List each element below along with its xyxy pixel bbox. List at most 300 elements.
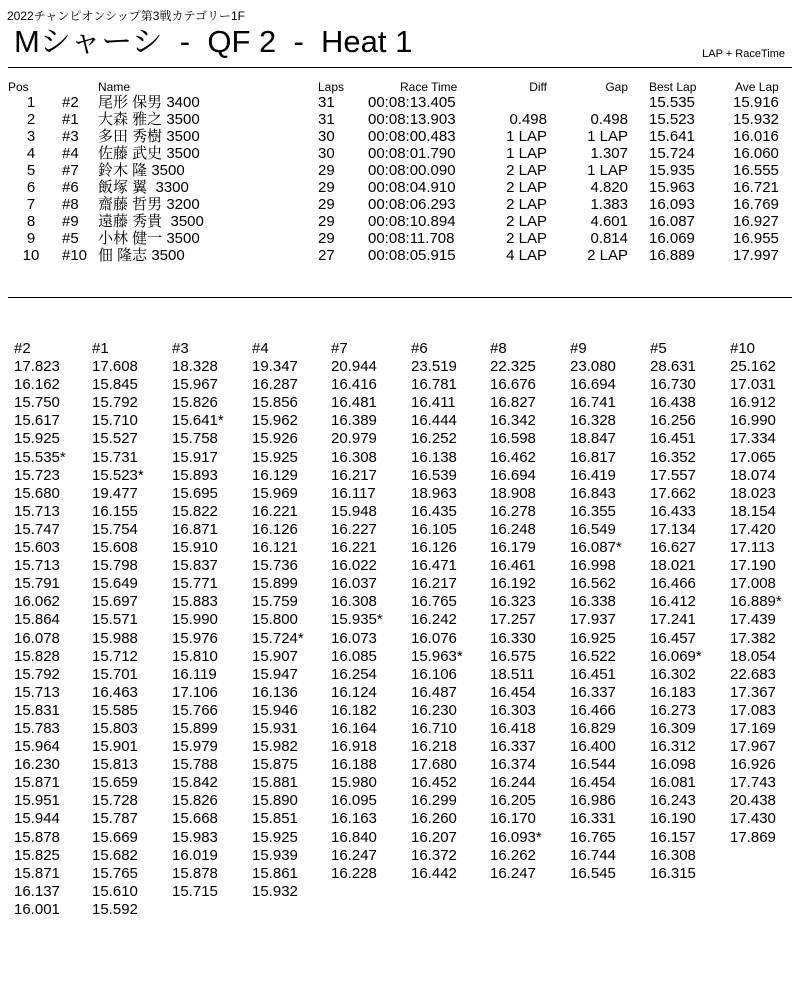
lap-column-header: #9 — [570, 340, 587, 357]
lap-time: 16.817 — [570, 448, 616, 466]
lap-time: 15.680 — [14, 484, 60, 502]
laps-cell: 30 — [318, 128, 335, 145]
lap-time: 17.823 — [14, 358, 60, 376]
lap-time: 16.119 — [172, 665, 217, 683]
lap-time: 16.126 — [411, 539, 457, 557]
lap-time: 16.575 — [490, 647, 536, 665]
lap-time: 15.944 — [14, 810, 60, 828]
lap-time: 16.998 — [570, 557, 616, 575]
lap-time: 15.792 — [14, 665, 60, 683]
lap-time: 15.736 — [252, 557, 298, 575]
lap-time: 16.254 — [331, 665, 377, 683]
lap-time: 15.939 — [252, 846, 298, 864]
lap-time: 16.308 — [331, 593, 377, 611]
best-lap-cell: 15.724 — [649, 145, 695, 162]
diff-cell: 0.498 — [509, 111, 547, 128]
lap-time: 16.389 — [331, 412, 377, 430]
header-pos: Pos — [8, 80, 29, 94]
lap-time: 15.783 — [14, 719, 60, 737]
lap-time: 16.454 — [570, 774, 616, 792]
lap-time: 16.539 — [411, 466, 457, 484]
lap-time: 16.471 — [411, 557, 457, 575]
lap-time: 16.912 — [730, 394, 776, 412]
lap-time: 16.228 — [331, 864, 377, 882]
lap-time: 17.662 — [650, 484, 696, 502]
lap-time: 16.155 — [92, 502, 138, 520]
lap-time: 17.967 — [730, 738, 776, 756]
lap-time: 15.813 — [92, 756, 138, 774]
lap-time: 16.095 — [331, 792, 377, 810]
lap-time: 15.893 — [172, 466, 218, 484]
lap-time: 15.983 — [172, 828, 218, 846]
lap-time: 17.743 — [730, 774, 776, 792]
car-number-cell: #7 — [62, 162, 79, 179]
lap-time: 16.121 — [252, 539, 298, 557]
lap-time: 15.713 — [14, 502, 60, 520]
lap-time: 16.183 — [650, 683, 696, 701]
lap-time: 19.477 — [92, 484, 138, 502]
lap-time: 16.926 — [730, 756, 776, 774]
lap-time: 16.337 — [570, 683, 616, 701]
results-header — [0, 80, 800, 94]
table-row — [0, 213, 800, 230]
gap-cell: 4.601 — [590, 213, 628, 230]
gap-cell: 0.814 — [590, 230, 628, 247]
lap-time: 16.462 — [490, 448, 536, 466]
gap-cell: 1.307 — [590, 145, 628, 162]
lap-time: 15.988 — [92, 629, 138, 647]
lap-time: 15.948 — [331, 502, 377, 520]
best-lap-cell: 16.087 — [649, 213, 695, 230]
table-row — [0, 162, 800, 179]
race-time-cell: 00:08:11.708 — [368, 230, 455, 247]
header-ave-lap: Ave Lap — [735, 80, 779, 94]
table-row — [0, 145, 800, 162]
diff-cell: 2 LAP — [506, 162, 547, 179]
table-row — [0, 247, 800, 264]
lap-time: 16.085 — [331, 647, 377, 665]
lap-time: 16.986 — [570, 792, 616, 810]
lap-time: 16.433 — [650, 502, 696, 520]
ave-lap-cell: 16.555 — [733, 162, 779, 179]
lap-time: 15.878 — [172, 864, 218, 882]
lap-time: 16.562 — [570, 575, 616, 593]
lap-column-header: #10 — [730, 340, 756, 357]
driver-name-cell: 佐藤 武史 3500 — [98, 145, 200, 162]
lap-time: 16.843 — [570, 484, 616, 502]
lap-column — [172, 340, 252, 901]
car-number-cell: #3 — [62, 128, 79, 145]
race-time-cell: 00:08:00.483 — [368, 128, 456, 145]
pos-cell: 2 — [26, 111, 36, 128]
lap-time: 15.759 — [252, 593, 298, 611]
lap-time: 16.230 — [14, 756, 60, 774]
best-lap-cell: 15.535 — [649, 94, 695, 111]
subtitle: 2022チャンピオンシップ第3戦カテゴリー1F — [7, 9, 245, 23]
lap-time: 15.917 — [172, 448, 218, 466]
lap-time: 17.083 — [730, 701, 776, 719]
lap-time: 15.669 — [92, 828, 138, 846]
lap-time: 16.710 — [411, 719, 457, 737]
lap-time: 15.603 — [14, 539, 60, 557]
ave-lap-cell: 16.060 — [733, 145, 779, 162]
lap-time: 28.631 — [650, 358, 696, 376]
lap-time: 16.105 — [411, 520, 457, 538]
lap-time: 15.649 — [92, 575, 138, 593]
results-table — [0, 80, 800, 264]
diff-cell: 2 LAP — [506, 213, 547, 230]
car-number-cell: #1 — [62, 111, 79, 128]
lap-time: 15.871 — [14, 864, 60, 882]
lap-time: 17.937 — [570, 611, 616, 629]
lap-time: 16.466 — [650, 575, 696, 593]
lap-time: 15.527 — [92, 430, 138, 448]
car-number-cell: #4 — [62, 145, 79, 162]
lap-time: 15.713 — [14, 557, 60, 575]
lap-time: 16.001 — [14, 900, 60, 918]
page-title: Mシャーシ - QF 2 - Heat 1 — [14, 24, 413, 59]
driver-name-cell: 飯塚 翼 3300 — [98, 179, 189, 196]
lap-time: 16.138 — [411, 448, 457, 466]
timing-mode: LAP + RaceTime — [702, 48, 785, 60]
results-rule — [8, 297, 792, 298]
race-time-cell: 00:08:01.790 — [368, 145, 456, 162]
lap-time: 18.847 — [570, 430, 616, 448]
lap-time: 15.810 — [172, 647, 218, 665]
lap-time: 16.227 — [331, 520, 377, 538]
lap-time: 16.179 — [490, 539, 536, 557]
lap-time: 16.457 — [650, 629, 696, 647]
lap-time: 15.826 — [172, 394, 218, 412]
ave-lap-cell: 17.997 — [733, 247, 779, 264]
table-row — [0, 230, 800, 247]
lap-time: 15.910 — [172, 539, 218, 557]
lap-column — [650, 340, 730, 883]
lap-time: 16.765 — [570, 828, 616, 846]
lap-time: 15.747 — [14, 520, 60, 538]
diff-cell: 2 LAP — [506, 179, 547, 196]
lap-time: 17.134 — [650, 520, 696, 538]
gap-cell: 1 LAP — [587, 128, 628, 145]
lap-time: 15.875 — [252, 756, 298, 774]
car-number-cell: #5 — [62, 230, 79, 247]
lap-time: 16.247 — [490, 864, 536, 882]
lap-time: 15.800 — [252, 611, 298, 629]
diff-cell: 2 LAP — [506, 230, 547, 247]
lap-time: 16.221 — [252, 502, 298, 520]
lap-time: 23.519 — [411, 358, 457, 376]
best-lap-cell: 15.523 — [649, 111, 695, 128]
lap-time: 16.217 — [331, 466, 377, 484]
lap-time: 16.287 — [252, 376, 298, 394]
header-race-time: Race Time — [400, 80, 458, 94]
lap-time: 15.871 — [14, 774, 60, 792]
lap-time: 17.557 — [650, 466, 696, 484]
lap-time: 16.230 — [411, 701, 457, 719]
lap-time: 15.765 — [92, 864, 138, 882]
lap-time: 16.037 — [331, 575, 377, 593]
lap-column — [490, 340, 570, 883]
lap-time: 17.680 — [411, 756, 457, 774]
lap-time: 16.925 — [570, 629, 616, 647]
header-rule — [8, 67, 792, 68]
ave-lap-cell: 16.927 — [733, 213, 779, 230]
lap-time: 16.827 — [490, 394, 536, 412]
lap-time: 17.106 — [172, 683, 218, 701]
lap-time: 16.481 — [331, 394, 377, 412]
lap-time: 15.608 — [92, 539, 138, 557]
lap-time: 16.781 — [411, 376, 457, 394]
lap-time: 15.610 — [92, 882, 138, 900]
lap-time: 19.347 — [252, 358, 298, 376]
lap-time: 16.463 — [92, 683, 138, 701]
lap-time: 16.352 — [650, 448, 696, 466]
lap-column-header: #2 — [14, 340, 31, 357]
race-time-cell: 00:08:13.903 — [368, 111, 456, 128]
best-lap-cell: 16.093 — [649, 196, 695, 213]
lap-time: 15.822 — [172, 502, 218, 520]
lap-time: 16.093* — [490, 828, 542, 846]
lap-time: 16.117 — [331, 484, 376, 502]
laps-cell: 29 — [318, 230, 335, 247]
lap-column — [411, 340, 491, 883]
table-row — [0, 128, 800, 145]
pos-cell: 10 — [22, 247, 40, 264]
lap-time: 16.342 — [490, 412, 536, 430]
lap-time: 15.881 — [252, 774, 298, 792]
lap-time: 16.451 — [650, 430, 696, 448]
lap-time: 15.861 — [252, 864, 298, 882]
lap-time: 15.878 — [14, 828, 60, 846]
lap-time: 16.073 — [331, 629, 377, 647]
best-lap-cell: 15.641 — [649, 128, 695, 145]
lap-time: 15.976 — [172, 629, 218, 647]
lap-time: 16.330 — [490, 629, 536, 647]
driver-name-cell: 小林 健一 3500 — [98, 230, 200, 247]
lap-time: 16.411 — [411, 394, 456, 412]
lap-time: 16.416 — [331, 376, 377, 394]
lap-time: 16.312 — [650, 738, 696, 756]
lap-time: 18.154 — [730, 502, 776, 520]
lap-time: 15.731 — [92, 448, 138, 466]
lap-column — [14, 340, 94, 919]
lap-time: 16.243 — [650, 792, 696, 810]
lap-time: 15.883 — [172, 593, 218, 611]
lap-time: 17.430 — [730, 810, 776, 828]
ave-lap-cell: 15.916 — [733, 94, 779, 111]
lap-time: 15.585 — [92, 701, 138, 719]
lap-time: 15.754 — [92, 520, 138, 538]
lap-time: 15.851 — [252, 810, 298, 828]
car-number-cell: #8 — [62, 196, 79, 213]
lap-time: 16.302 — [650, 665, 696, 683]
lap-time: 16.315 — [650, 864, 696, 882]
lap-time: 16.418 — [490, 719, 536, 737]
lap-time: 16.840 — [331, 828, 377, 846]
lap-time: 16.106 — [411, 665, 457, 683]
lap-time: 15.617 — [14, 412, 60, 430]
lap-column-header: #6 — [411, 340, 428, 357]
lap-time: 17.367 — [730, 683, 776, 701]
race-time-cell: 00:08:00.090 — [368, 162, 456, 179]
lap-column-header: #8 — [490, 340, 507, 357]
ave-lap-cell: 16.955 — [733, 230, 779, 247]
lap-time: 15.864 — [14, 611, 60, 629]
laps-cell: 29 — [318, 179, 335, 196]
best-lap-cell: 16.069 — [649, 230, 695, 247]
lap-time: 15.935* — [331, 611, 383, 629]
lap-time: 17.113 — [730, 539, 775, 557]
lap-column-header: #3 — [172, 340, 189, 357]
lap-time: 15.837 — [172, 557, 218, 575]
lap-time: 16.192 — [490, 575, 536, 593]
lap-time: 16.451 — [570, 665, 616, 683]
gap-cell: 4.820 — [590, 179, 628, 196]
lap-time: 15.967 — [172, 376, 218, 394]
lap-time: 16.022 — [331, 557, 377, 575]
lap-time: 16.694 — [490, 466, 536, 484]
lap-time: 15.831 — [14, 701, 60, 719]
lap-time: 17.190 — [730, 557, 776, 575]
lap-time: 16.308 — [650, 846, 696, 864]
lap-time: 16.627 — [650, 539, 696, 557]
lap-time: 16.164 — [331, 719, 377, 737]
lap-time: 16.256 — [650, 412, 696, 430]
lap-time: 15.758 — [172, 430, 218, 448]
lap-time: 15.980 — [331, 774, 377, 792]
header-gap: Gap — [605, 80, 628, 94]
lap-time: 15.932 — [252, 882, 298, 900]
lap-time: 16.444 — [411, 412, 457, 430]
ave-lap-cell: 15.932 — [733, 111, 779, 128]
lap-time: 16.188 — [331, 756, 377, 774]
lap-time: 15.828 — [14, 647, 60, 665]
pos-cell: 7 — [26, 196, 36, 213]
lap-time: 16.182 — [331, 701, 377, 719]
lap-time: 15.750 — [14, 394, 60, 412]
lap-time: 16.730 — [650, 376, 696, 394]
lap-time: 16.328 — [570, 412, 616, 430]
lap-time: 17.031 — [730, 376, 776, 394]
lap-time: 16.076 — [411, 629, 457, 647]
race-time-cell: 00:08:10.894 — [368, 213, 456, 230]
lap-time: 15.947 — [252, 665, 298, 683]
pos-cell: 6 — [26, 179, 36, 196]
lap-time: 16.098 — [650, 756, 696, 774]
gap-cell: 1.383 — [590, 196, 628, 213]
lap-column — [331, 340, 411, 883]
lap-time: 16.260 — [411, 810, 457, 828]
lap-time: 16.435 — [411, 502, 457, 520]
lap-time: 15.899 — [172, 719, 218, 737]
lap-time: 15.826 — [172, 792, 218, 810]
lap-time: 17.241 — [650, 611, 696, 629]
lap-time: 16.419 — [570, 466, 616, 484]
lap-time: 16.741 — [570, 394, 616, 412]
lap-time: 15.907 — [252, 647, 298, 665]
gap-cell: 2 LAP — [587, 247, 628, 264]
lap-time: 16.248 — [490, 520, 536, 538]
lap-time: 16.918 — [331, 738, 377, 756]
driver-name-cell: 多田 秀樹 3500 — [98, 128, 200, 145]
lap-column — [92, 340, 172, 919]
laps-cell: 27 — [318, 247, 335, 264]
car-number-cell: #2 — [62, 94, 79, 111]
lap-time: 22.683 — [730, 665, 776, 683]
header-best-lap: Best Lap — [649, 80, 697, 94]
lap-time: 15.925 — [252, 828, 298, 846]
best-lap-cell: 15.935 — [649, 162, 695, 179]
lap-time: 15.899 — [252, 575, 298, 593]
lap-time: 16.487 — [411, 683, 457, 701]
lap-time: 16.162 — [14, 376, 60, 394]
driver-name-cell: 佃 隆志 3500 — [98, 247, 185, 264]
lap-column-header: #4 — [252, 340, 269, 357]
lap-time: 16.331 — [570, 810, 616, 828]
lap-time: 15.951 — [14, 792, 60, 810]
lap-time: 17.008 — [730, 575, 776, 593]
lap-time: 17.439 — [730, 611, 776, 629]
lap-column-header: #1 — [92, 340, 109, 357]
lap-column — [730, 340, 800, 847]
lap-time: 15.723 — [14, 466, 60, 484]
car-number-cell: #6 — [62, 179, 79, 196]
lap-time: 15.641* — [172, 412, 224, 430]
lap-time: 15.979 — [172, 738, 218, 756]
header-diff: Diff — [529, 80, 547, 94]
lap-time: 15.787 — [92, 810, 138, 828]
lap-time: 15.798 — [92, 557, 138, 575]
diff-cell: 1 LAP — [506, 128, 547, 145]
lap-time: 16.136 — [252, 683, 298, 701]
lap-time: 16.244 — [490, 774, 536, 792]
lap-time: 16.889* — [730, 593, 782, 611]
lap-time: 15.901 — [92, 738, 138, 756]
race-time-cell: 00:08:04.910 — [368, 179, 456, 196]
pos-cell: 4 — [26, 145, 36, 162]
lap-time: 16.273 — [650, 701, 696, 719]
lap-time: 15.571 — [92, 611, 138, 629]
lap-column — [570, 340, 650, 883]
lap-time: 18.908 — [490, 484, 536, 502]
lap-time: 15.925 — [252, 448, 298, 466]
lap-time: 16.744 — [570, 846, 616, 864]
lap-time: 16.598 — [490, 430, 536, 448]
lap-time: 16.129 — [252, 466, 298, 484]
lap-time: 18.328 — [172, 358, 218, 376]
pos-cell: 3 — [26, 128, 36, 145]
lap-time: 15.701 — [92, 665, 138, 683]
header-laps: Laps — [318, 80, 345, 94]
race-time-cell: 00:08:05.915 — [368, 247, 456, 264]
lap-time: 16.400 — [570, 738, 616, 756]
lap-time: 15.931 — [252, 719, 298, 737]
lap-time: 17.065 — [730, 448, 776, 466]
lap-time: 16.990 — [730, 412, 776, 430]
lap-time: 16.247 — [331, 846, 377, 864]
lap-time: 16.461 — [490, 557, 536, 575]
lap-time: 17.382 — [730, 629, 776, 647]
driver-name-cell: 尾形 保男 3400 — [98, 94, 200, 111]
laps-cell: 31 — [318, 111, 335, 128]
lap-time: 15.990 — [172, 611, 218, 629]
lap-time: 17.169 — [730, 719, 776, 737]
ave-lap-cell: 16.769 — [733, 196, 779, 213]
lap-time: 18.074 — [730, 466, 776, 484]
lap-time: 15.792 — [92, 394, 138, 412]
best-lap-cell: 16.889 — [649, 247, 695, 264]
lap-time: 16.242 — [411, 611, 457, 629]
